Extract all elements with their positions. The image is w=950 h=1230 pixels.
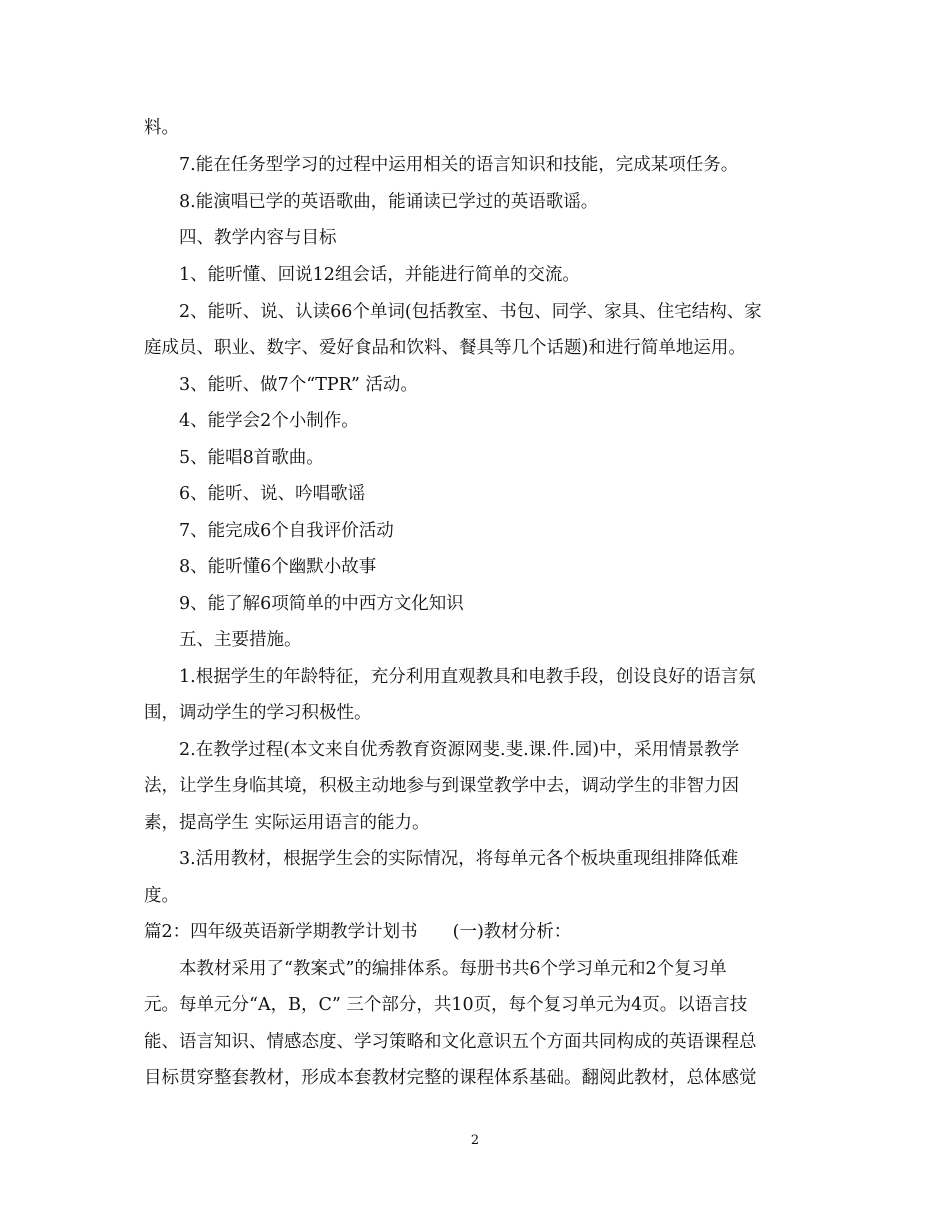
list-item: 3、能听、做7个“TPR” 活动。 (179, 375, 418, 395)
text-line: 围，调动学生的学习积极性。 (144, 703, 372, 723)
list-item: 3.活用教材，根据学生会的实际情况，将每单元各个板块重现组排降低难 (179, 849, 739, 869)
text-line: 8.能演唱已学的英语歌曲，能诵读已学过的英语歌谣。 (179, 192, 599, 212)
paragraph-line: 本教材采用了“教案式”的编排体系。每册书共6个学习单元和2个复习单 (179, 959, 727, 979)
list-item: 8、能听懂6个幽默小故事 (179, 557, 377, 577)
list-item: 2、能听、说、认读66个单词(包括教室、书包、同学、家具、住宅结构、家 (179, 302, 762, 322)
list-item: 1、能听懂、回说12组会话，并能进行简单的交流。 (179, 265, 580, 285)
list-item: 5、能唱8首歌曲。 (179, 448, 324, 468)
text-line: 法，让学生身临其境，积极主动地参与到课堂教学中去，调动学生的非智力因 (144, 776, 739, 796)
page-number: 2 (470, 1133, 480, 1148)
list-item: 6、能听、说、吟唱歌谣 (179, 484, 366, 504)
text-line: 度。 (144, 886, 179, 906)
text-line: 庭成员、职业、数字、爱好食品和饮料、餐具等几个话题)和进行简单地运用。 (144, 338, 746, 358)
list-item: 2.在教学过程(本文来自优秀教育资源网斐.斐.课.件.园)中，采用情景教学 (179, 740, 740, 760)
text-line: 料。 (144, 118, 179, 138)
list-item: 4、能学会2个小制作。 (179, 411, 359, 431)
list-item: 9、能了解6项简单的中西方文化知识 (179, 594, 464, 614)
paragraph-line: 目标贯穿整套教材，形成本套教材完整的课程体系基础。翻阅此教材，总体感觉 (144, 1068, 757, 1088)
list-item: 7、能完成6个自我评价活动 (179, 521, 394, 541)
section-heading: 四、教学内容与目标 (179, 228, 337, 248)
paragraph-line: 能、语言知识、情感态度、学习策略和文化意识五个方面共同构成的英语课程总 (144, 1032, 757, 1052)
paragraph-line: 元。每单元分“A，B，C” 三个部分，共10页，每个复习单元为4页。以语言技 (144, 995, 748, 1015)
list-item: 1.根据学生的年龄特征，充分利用直观教具和电教手段，创设良好的语言氛 (179, 667, 756, 687)
text-line: 素，提高学生 实际运用语言的能力。 (144, 813, 430, 833)
section-heading: 篇2：四年级英语新学期教学计划书 (一)教材分析： (144, 922, 572, 942)
text-line: 7.能在任务型学习的过程中运用相关的语言知识和技能，完成某项任务。 (179, 155, 739, 175)
section-heading: 五、主要措施。 (179, 630, 302, 650)
